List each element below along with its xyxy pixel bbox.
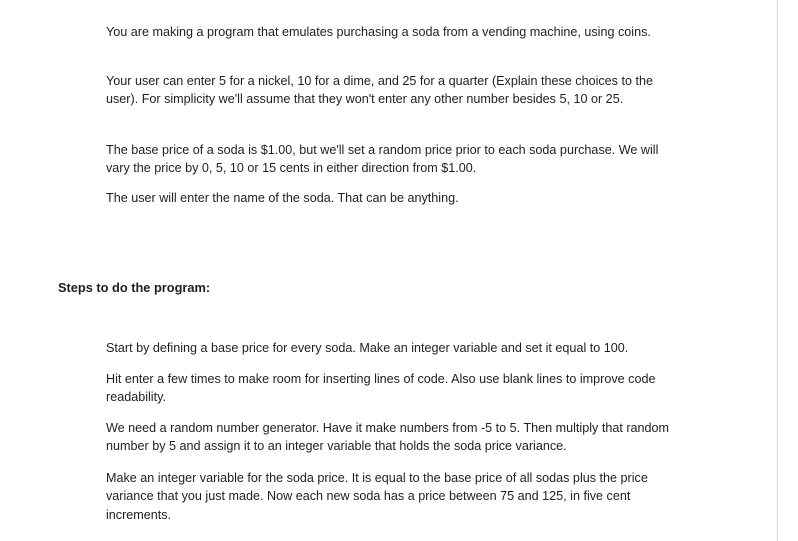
steps-heading: Steps to do the program: — [58, 280, 211, 295]
step-paragraph-1: Start by defining a base price for every soda. Make an integer variable and set it equal to 100. — [106, 341, 629, 355]
step-paragraph-3: We need a random number generator. Have it make numbers from -5 to 5. Then multiply that random number by 5 and assign it to an integer variable that holds the soda price variance. — [106, 421, 670, 454]
intro-paragraph-1: You are making a program that emulates purchasing a soda from a vending machine, using coins. — [106, 25, 651, 39]
intro-paragraph-3: The base price of a soda is $1.00, but we'll set a random price prior to each soda purchase. We will vary the price by 0, 5, 10 or 15 cents in either direction from $1.00. — [106, 143, 659, 176]
vertical-scrollbar[interactable] — [777, 0, 798, 541]
step-paragraph-2: Hit enter a few times to make room for inserting lines of code. Also use blank lines to improve code readability. — [106, 372, 656, 405]
intro-paragraph-2: Your user can enter 5 for a nickel, 10 for a dime, and 25 for a quarter (Explain these choices to the user). For simplicity we'll assume that they won't enter any other number besides 5, 10 or 25. — [106, 74, 653, 107]
step-paragraph-4: Make an integer variable for the soda price. It is equal to the base price of all sodas plus the price variance that you just made. Now each new soda has a price between 75 and 125, in five cent increments. — [106, 471, 648, 522]
intro-paragraph-4: The user will enter the name of the soda. That can be anything. — [106, 191, 459, 205]
